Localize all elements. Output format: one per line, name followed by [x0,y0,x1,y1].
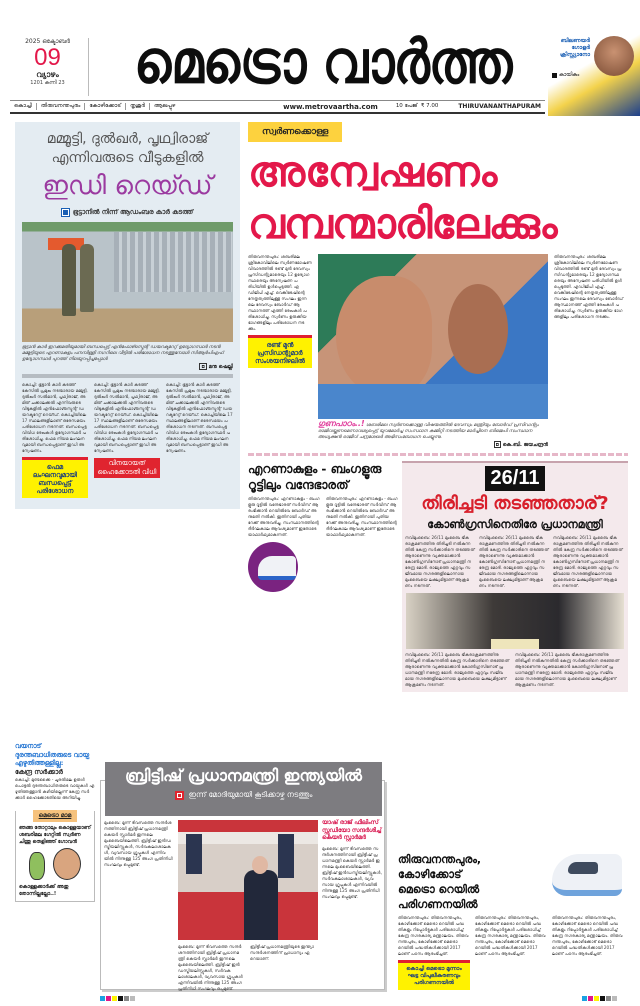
british-pm-side [322,820,382,900]
terror-body-col3b: നവിമുംബൈ: 26/11 മുംബൈ ഭീകരാക്രമണത്തിനു തിരിച്ചടി നൽകുന്നതിൽ കേന്ദ്ര സർക്കാരിനെ തടഞ്ഞത് ആരാണെന്നു വ്യക്തമാക്കാൻ കോൺഗ്രസിനോട് പ്രധാനമന്ത്രി നരേന്ദ്ര മോദി. രാജ്യത്തെ ഏറ്റവും സജീവമായ നഗരങ്ങളിലൊന്നായ മുംബൈയെ ലക്ഷ്യമിട്ടാണ് ആക്രമണം നടന്നത്. [515,652,620,687]
terror-badge: 26/11 [485,466,546,491]
promo-section: കായികം [552,72,579,78]
ed-raid-callout: ഫെമ ലംഘനവുമായി ബന്ധപ്പെട്ട് പരിശോധന [22,457,88,498]
ed-raid-body-col1: കൊച്ചി: ഭൂട്ടാൻ കാർ കടത്ത് കേസിൽ പ്രമുഖ നടന്മാരായ മമ്മൂട്ടി, ദുൽഖർ സൽമാൻ, പൃഥ്വിരാജ്, അമിത് ചക്കാലക്കൽ എന്നിവരുടെ വീടുകളിൽ എൻഫോഴ്സ്മെന്റ് ഡയറക്ടറേറ്റ് റെയ്ഡ്. കൊച്ചിയിലെ 17 സ്ഥലങ്ങളിലാണ് ഒരേസമയം പരിശോധന നടന്നത്. ബന്ധപ്പെട്ട വിവിധ രേഖകൾ ഉദ്യോഗസ്ഥർ പരിശോധിച്ചു. ഫെമ നിയമ ലംഘനവുമായി ബന്ധപ്പെട്ടാണ് ഇഡി അന്വേഷണം. [22,382,88,453]
metro-rail-headline-1: തിരുവനന്തപുരം, കോഴിക്കോട് [398,853,482,881]
lead-headline-1: അന്വേഷണം [248,147,498,196]
square-bullet-icon [175,791,184,800]
promo-ad[interactable] [548,32,640,116]
plaque [491,639,539,649]
officer-figure [80,244,94,312]
cartoon-drawing [19,848,91,882]
person-face [448,284,508,374]
color-registration-marks [100,996,135,1001]
ed-raid-story [15,122,240,509]
lead-headline-2: വമ്പന്മാരിലേക്കും [248,199,557,248]
pages-price: 10 പേജ് ₹ 7.00 [395,103,439,109]
footballer-photo [594,36,634,76]
newspaper-title: മെട്രൊ വാർത്ത [133,28,512,98]
ed-raid-headline-main: ഇഡി റെയ്ഡ് [42,171,213,201]
city-label: THIRUVANANTHAPURAM [458,103,541,110]
promo-headline: ബിലണയർ ഗോളർ ക്രിസ്റ്റ്യാനോ [559,38,590,58]
vande-bharat-body-col2: തിരുവനന്തപുരം: എറണാകുളം - ബംഗളൂരു റൂട്ടിൽ വന്ദേഭാരത് സർവീസ് ആരംഭിക്കാൻ റെയിൽവേ ബോർഡ് അനുമതി നൽകി. ഇതിനായി പുതിയ റേക്ക് അനുവദിച്ചു. സംസ്ഥാനത്തിന്റെ ദീർഘകാല ആവശ്യമാണ് ഇതോടെ യാഥാർഥ്യമാകുന്നത്. [326,496,398,537]
officer-figure [62,244,76,316]
british-pm-header [105,762,382,816]
crew-figure [278,834,294,878]
vande-bharat-headline: എറണാകുളം - ബംഗളൂരു റൂട്ടിലും വന്ദേഭാരത് [248,462,382,492]
edition-thrissur[interactable]: തൃശൂർ [126,103,150,110]
metro-rail-headline-2: മെട്രൊ റെയിൽ പരിഗണനയിൽ [398,883,480,911]
metro-rail-story [398,852,626,993]
terror-story-box [402,461,628,692]
lead-body-col1: തിരുവനന്തപുരം: ശബരിമല ശ്രീകോവിലിലെ സ്വർണമോഷണ വിവാദത്തിൽ രണ്ട് മുൻ ദേവസ്വം പ്രസിഡന്റുമാരെയും 12 ഉദ്യോഗസ്ഥരെയും അന്വേഷണ പരിധിയിൽ ഉൾപ്പെടുത്തി. എഡിജിപി എച്ച്. വെങ്കിടേഷിന്റെ നേതൃത്വത്തിലുള്ള സംഘം ഇന്നലെ ദേവസ്വം ബോർഡ് ആസ്ഥാനത്ത് എത്തി രേഖകൾ പരിശോധിച്ചു. സ്വർണം ഉരുക്കിയ ഭാഗങ്ങളിലും പരിശോധന നടക്കും. [248,254,312,331]
lead-photo-credit: ◘ കെ.ബി. ജയചന്ദ്രൻ [495,442,548,448]
edition-alappuzha[interactable]: ആലപ്പുഴ [153,103,176,109]
cartoon-text-top: ഞങ്ങ തോറ്റാലും കൊള്ളയാണ് ശബരിമല ഗേറ്റിൽ സ്വർണ ചിന്തു തെളിഞ്ഞ് ഗോവൻ [19,824,91,845]
edition-kozhikode[interactable]: കോഴിക്കോട് [85,103,126,110]
ed-raid-photo-credit: ◘ മനു ഷെല്ലി [201,364,233,370]
edition-bar [10,100,545,114]
cartoon-text-bottom: കൊള്ളക്കാർക്ക് അതു തോന്നില്ലല്ലോ..! [19,883,69,897]
day-number: 09 [34,44,61,71]
terror-subhead: കോൺഗ്രസിനെതിരേ പ്രധാനമന്ത്രി [427,518,603,531]
ed-raid-red-strip: വിനയായത് ഹൈക്കോടതി വിധി [94,458,160,478]
lead-photo [318,254,548,419]
weekday: വ്യാഴം [36,70,59,79]
prime-minister-face [252,856,268,874]
british-pm-side-body: മുംബൈ: മൂന്ന് ദിവസത്തെ സന്ദർശനത്തിനായി ബ്രിട്ടീഷ് പ്രധാനമന്ത്രി കെയർ സ്റ്റാർമർ ഇന്നലെ മുംബൈയിലെത്തി. ബ്രിട്ടിഷ് ഇൻഡസ്ട്രിയലിസ്റ്റുകൾ, സർവകലാശാലകൾ, വ്യവസായ ഗ്രൂപ്പുകൾ എന്നിവയിൽ നിന്നുള്ള 125 അംഗ പ്രതിനിധി സംഘവും ഒപ്പമുണ്ട്. [322,845,382,899]
metro-rail-callout: കൊച്ചി മെട്രൊ മൂന്നാം ഘട്ട വിപുലീകരണവും പരിഗണനയിൽ [398,960,470,990]
crew-figure [186,834,202,874]
british-pm-subhead: ഇന്ന് മോദിയുമായി കൂടിക്കാഴ്ച നടത്തും [105,790,382,800]
cartoon-woman [29,852,45,880]
lead-kicker: സ്വർണക്കൊള്ള [248,122,342,142]
color-registration-marks [582,996,617,1001]
ed-raid-headline-2: എന്നിവരുടെ വീടുകളിൽ [51,150,204,166]
aircraft-stripe [178,820,318,832]
wayanad-headline: വയനാട് ദുരന്തബാധിതരുടെ വായ്പ എഴുതിത്തള്ളില്ല: [15,742,90,767]
british-pm-body-col1: മുംബൈ: മൂന്ന് ദിവസത്തെ സന്ദർശനത്തിനായി ബ്രിട്ടീഷ് പ്രധാനമന്ത്രി കെയർ സ്റ്റാർമർ ഇന്നലെ മുംബൈയിലെത്തി. ബ്രിട്ടിഷ് ഇൻഡസ്ട്രിയലിസ്റ്റുകൾ, സർവകലാശാലകൾ, വ്യവസായ ഗ്രൂപ്പുകൾ എന്നിവയിൽ നിന്നുള്ള 125 അംഗ പ്രതിനിധി സംഘവും ഒപ്പമുണ്ട്. [104,820,173,867]
prime-minister-figure [244,870,278,940]
vande-bharat-body-col1: തിരുവനന്തപുരം: എറണാകുളം - ബംഗളൂരു റൂട്ടിൽ വന്ദേഭാരത് സർവീസ് ആരംഭിക്കാൻ റെയിൽവേ ബോർഡ് അനുമതി നൽകി. ഇതിനായി പുതിയ റേക്ക് അനുവദിച്ചു. സംസ്ഥാനത്തിന്റെ ദീർഘകാല ആവശ്യമാണ് ഇതോടെ യാഥാർഥ്യമാകുന്നത്. [248,496,320,537]
date-block [10,38,85,86]
malayalam-date: 1201 കന്നി 23 [30,80,65,86]
masthead [0,0,640,100]
cartoon-man [53,848,81,880]
ed-raid-body-col2: കൊച്ചി: ഭൂട്ടാൻ കാർ കടത്ത് കേസിൽ പ്രമുഖ നടന്മാരായ മമ്മൂട്ടി, ദുൽഖർ സൽമാൻ, പൃഥ്വിരാജ്, അമിത് ചക്കാലക്കൽ എന്നിവരുടെ വീടുകളിൽ എൻഫോഴ്സ്മെന്റ് ഡയറക്ടറേറ്റ് റെയ്ഡ്. കൊച്ചിയിലെ 17 സ്ഥലങ്ങളിലാണ് ഒരേസമയം പരിശോധന നടന്നത്. ബന്ധപ്പെട്ട വിവിധ രേഖകൾ ഉദ്യോഗസ്ഥർ പരിശോധിച്ചു. ഫെമ നിയമ ലംഘനവുമായി ബന്ധപ്പെട്ടാണ് ഇഡി അന്വേഷണം. [94,382,160,453]
edition-kochi[interactable]: കൊച്ചി [10,103,37,110]
person-face [336,276,432,396]
edition-thiruvananthapuram[interactable]: തിരുവനന്തപുരം [37,103,85,110]
metro-rail-body-col1: തിരുവനന്തപുരം: തിരുവനന്തപുരം, കോഴിക്കോട് മെട്രൊ റെയിൽ പദ്ധതികളും റിപ്പോർട്ടുകൾ പരിശോധിച്ച് കേന്ദ്ര നഗരകാര്യ മന്ത്രാലയം. തിരുവനന്തപുരം, കോഴിക്കോട് മെട്രൊ റെയിൽ പദ്ധതികൾക്കായി 2017ലാണ് പഠനം ആരംഭിച്ചത്. [398,915,469,956]
square-bullet-icon [552,73,557,78]
ed-raid-headline-1: മമ്മൂട്ടി, ദുൽഖർ, പൃഥ്വിരാജ് [46,131,209,147]
ed-raid-photo-caption: ഭൂട്ടാൻ കാർ ഇറക്കുമതിയുമായി ബന്ധപ്പെട്ട് എൻഫോഴ്സ്മെന്റ് ഡയറക്ടറേറ്റ് ഉദ്യോഗസ്ഥർ നടൻ മമ്മൂട്ടിയുടെ എറണാകുളം പനമ്പിള്ളി നഗറിലെ വീട്ടിൽ പരിശോധന നടത്തുമ്പോൾ സിആർപിഎഫ് ഉദ്യോഗസ്ഥർ പുറത്ത് നിലയുറപ്പിച്ചപ്പോൾ [22,345,224,362]
terror-body-col1: നവിമുംബൈ: 26/11 മുംബൈ ഭീകരാക്രമണത്തിനു തിരിച്ചടി നൽകുന്നതിൽ കേന്ദ്ര സർക്കാരിനെ തടഞ്ഞത് ആരാണെന്നു വ്യക്തമാക്കാൻ കോൺഗ്രസിനോട് പ്രധാനമന്ത്രി നരേന്ദ്ര മോദി. രാജ്യത്തെ ഏറ്റവും സജീവമായ നഗരങ്ങളിലൊന്നായ മുംബൈയെ ലക്ഷ്യമിട്ടാണ് ആക്രമണം നടന്നത്. [405,535,475,588]
section-separator [248,453,628,456]
terror-headline: തിരിച്ചടി തടഞ്ഞതാര്? [421,493,609,514]
date-divider [88,38,89,96]
modi-event-photo [406,593,624,649]
ed-raid-body-col3: കൊച്ചി: ഭൂട്ടാൻ കാർ കടത്ത് കേസിൽ പ്രമുഖ നടന്മാരായ മമ്മൂട്ടി, ദുൽഖർ സൽമാൻ, പൃഥ്വിരാജ്, അമിത് ചക്കാലക്കൽ എന്നിവരുടെ വീടുകളിൽ എൻഫോഴ്സ്മെന്റ് ഡയറക്ടറേറ്റ് റെയ്ഡ്. കൊച്ചിയിലെ 17 സ്ഥലങ്ങളിലാണ് ഒരേസമയം പരിശോധന നടന്നത്. ബന്ധപ്പെട്ട വിവിധ രേഖകൾ ഉദ്യോഗസ്ഥർ പരിശോധിച്ചു. ഫെമ നിയമ ലംഘനവുമായി ബന്ധപ്പെട്ടാണ് ഇഡി അന്വേഷണം. [166,382,233,453]
british-pm-photo-caption: ബ്രിട്ടീഷ് പ്രധാനമന്ത്രിയുടെ ഇന്ത്യാ സന്ദർശനത്തിന് പ്രാധാന്യം ഏറെയാണ്. [250,944,314,961]
metro-rail-body-col3: തിരുവനന്തപുരം: തിരുവനന്തപുരം, കോഴിക്കോട് മെട്രൊ റെയിൽ പദ്ധതികളും റിപ്പോർട്ടുകൾ പരിശോധിച്ച് കേന്ദ്ര നഗരകാര്യ മന്ത്രാലയം. തിരുവനന്തപുരം, കോഴിക്കോട് മെട്രൊ റെയിൽ പദ്ധതികൾക്കായി 2017ലാണ് പഠനം ആരംഭിച്ചത്. [552,915,623,956]
website-link[interactable]: www.metrovaartha.com [283,102,378,111]
ed-raid-photo [22,222,233,342]
terror-body-col3: നവിമുംബൈ: 26/11 മുംബൈ ഭീകരാക്രമണത്തിനു തിരിച്ചടി നൽകുന്നതിൽ കേന്ദ്ര സർക്കാരിനെ തടഞ്ഞത് ആരാണെന്നു വ്യക്തമാക്കാൻ കോൺഗ്രസിനോട് പ്രധാനമന്ത്രി നരേന്ദ്ര മോദി. രാജ്യത്തെ ഏറ്റവും സജീവമായ നഗരങ്ങളിലൊന്നായ മുംബൈയെ ലക്ഷ്യമിട്ടാണ് ആക്രമണം നടന്നത്. [553,535,623,588]
caption-lead: ഗുണപാഠം..! [318,419,365,428]
starmer-arrival-photo [178,820,318,940]
lead-photo-caption: ഗുണപാഠം..! ശബരിമല സ്വർണക്കൊള്ള വിഷയത്തിൽ ദേവസ്വം മന്ത്രിയും ബോർഡ് പ്രസിഡന്റും രാജിവയ്ക്കണമെന്നാവശ്യപ്പെട്ട് യുവമോർച്ച സംസ്ഥാന കമ്മിറ്റി നടത്തിയ മാർച്ചിനെ ബിജെപി സംസ്ഥാന അധ്യക്ഷൻ രാജീവ് ചന്ദ്രശേഖർ അഭിസംബോധന ചെയ്യുന്നു. [318,419,539,440]
right-region [248,122,628,692]
camera-icon: ◘ [201,364,205,369]
ed-raid-divider [22,374,233,378]
cartoon-label: മെട്രൊ മാമ [33,810,78,822]
terror-body-col2b: നവിമുംബൈ: 26/11 മുംബൈ ഭീകരാക്രമണത്തിനു തിരിച്ചടി നൽകുന്നതിൽ കേന്ദ്ര സർക്കാരിനെ തടഞ്ഞത് ആരാണെന്നു വ്യക്തമാക്കാൻ കോൺഗ്രസിനോട് പ്രധാനമന്ത്രി നരേന്ദ്ര മോദി. രാജ്യത്തെ ഏറ്റവും സജീവമായ നഗരങ്ങളിലൊന്നായ മുംബൈയെ ലക്ഷ്യമിട്ടാണ് ആക്രമണം നടന്നത്. [405,652,510,687]
shirt [318,384,548,419]
lead-body-col3: തിരുവനന്തപുരം: ശബരിമല ശ്രീകോവിലിലെ സ്വർണമോഷണ വിവാദത്തിൽ രണ്ട് മുൻ ദേവസ്വം പ്രസിഡന്റുമാരെയും 12 ഉദ്യോഗസ്ഥരെയും അന്വേഷണ പരിധിയിൽ ഉൾപ്പെടുത്തി. എഡിജിപി എച്ച്. വെങ്കിടേഷിന്റെ നേതൃത്വത്തിലുള്ള സംഘം ഇന്നലെ ദേവസ്വം ബോർഡ് ആസ്ഥാനത്ത് എത്തി രേഖകൾ പരിശോധിച്ചു. സ്വർണം ഉരുക്കിയ ഭാഗങ്ങളിലും പരിശോധന നടക്കും. [554,254,624,319]
date-line: 2025 ഒക്ടോബർ [25,38,70,45]
cartoon-box [15,811,95,902]
british-pm-headline: ബ്രിട്ടീഷ് പ്രധാനമന്ത്രി ഇന്ത്യയിൽ [125,766,362,785]
british-pm-side-headline: യാഷ് രാജ് ഫിലിംസ് സ്റ്റുഡിയോ സന്ദർശിച്ച് കെയർ സ്റ്റാർമർ [322,820,382,841]
square-bullet-icon [62,209,69,216]
lead-callout: രണ്ട് മുൻ പ്രസിഡന്റുമാർ സംശയനിഴലിൽ [248,335,312,368]
wayanad-body: കൊച്ചി: മുണ്ടക്കൈ - ചൂരൽമല ഉരുൾപൊട്ടൽ ദുരന്തബാധിതരുടെ വായ്പകൾ എഴുതിത്തള്ളാൻ കഴിയില്ലെന്ന് കേന്ദ്ര സർക്കാർ ഹൈക്കോടതിയെ അറിയിച്ചു. [15,776,95,800]
vande-bharat-train-image [248,542,298,592]
camera-icon: ◘ [495,442,499,447]
terror-body-col2: നവിമുംബൈ: 26/11 മുംബൈ ഭീകരാക്രമണത്തിനു തിരിച്ചടി നൽകുന്നതിൽ കേന്ദ്ര സർക്കാരിനെ തടഞ്ഞത് ആരാണെന്നു വ്യക്തമാക്കാൻ കോൺഗ്രസിനോട് പ്രധാനമന്ത്രി നരേന്ദ്ര മോദി. രാജ്യത്തെ ഏറ്റവും സജീവമായ നഗരങ്ങളിലൊന്നായ മുംബൈയെ ലക്ഷ്യമിട്ടാണ് ആക്രമണം നടന്നത്. [479,535,549,588]
left-lower-column [15,742,95,902]
wayanad-source: കേന്ദ്ര സർക്കാർ [15,767,63,776]
ed-raid-bullet: ഭൂട്ടാനിൽ നിന്ന് ആഡംബര കാർ കടത്ത് [22,208,233,217]
british-pm-body-col2: മുംബൈ: മൂന്ന് ദിവസത്തെ സന്ദർശനത്തിനായി ബ്രിട്ടീഷ് പ്രധാനമന്ത്രി കെയർ സ്റ്റാർമർ ഇന്നലെ മുംബൈയിലെത്തി. ബ്രിട്ടിഷ് ഇൻഡസ്ട്രിയലിസ്റ്റുകൾ, സർവകലാശാലകൾ, വ്യവസായ ഗ്രൂപ്പുകൾ എന്നിവയിൽ നിന്നുള്ള 125 അംഗ പ്രതിനിധി സംഘവും ഒപ്പമുണ്ട്. [178,944,243,991]
gate [114,232,232,292]
metro-rail-body-col2: തിരുവനന്തപുരം: തിരുവനന്തപുരം, കോഴിക്കോട് മെട്രൊ റെയിൽ പദ്ധതികളും റിപ്പോർട്ടുകൾ പരിശോധിച്ച് കേന്ദ്ര നഗരകാര്യ മന്ത്രാലയം. തിരുവനന്തപുരം, കോഴിക്കോട് മെട്രൊ റെയിൽ പദ്ധതികൾക്കായി 2017ലാണ് പഠനം ആരംഭിച്ചത്. [475,915,546,956]
vande-bharat-story [248,461,398,592]
metro-train-image [552,852,624,898]
